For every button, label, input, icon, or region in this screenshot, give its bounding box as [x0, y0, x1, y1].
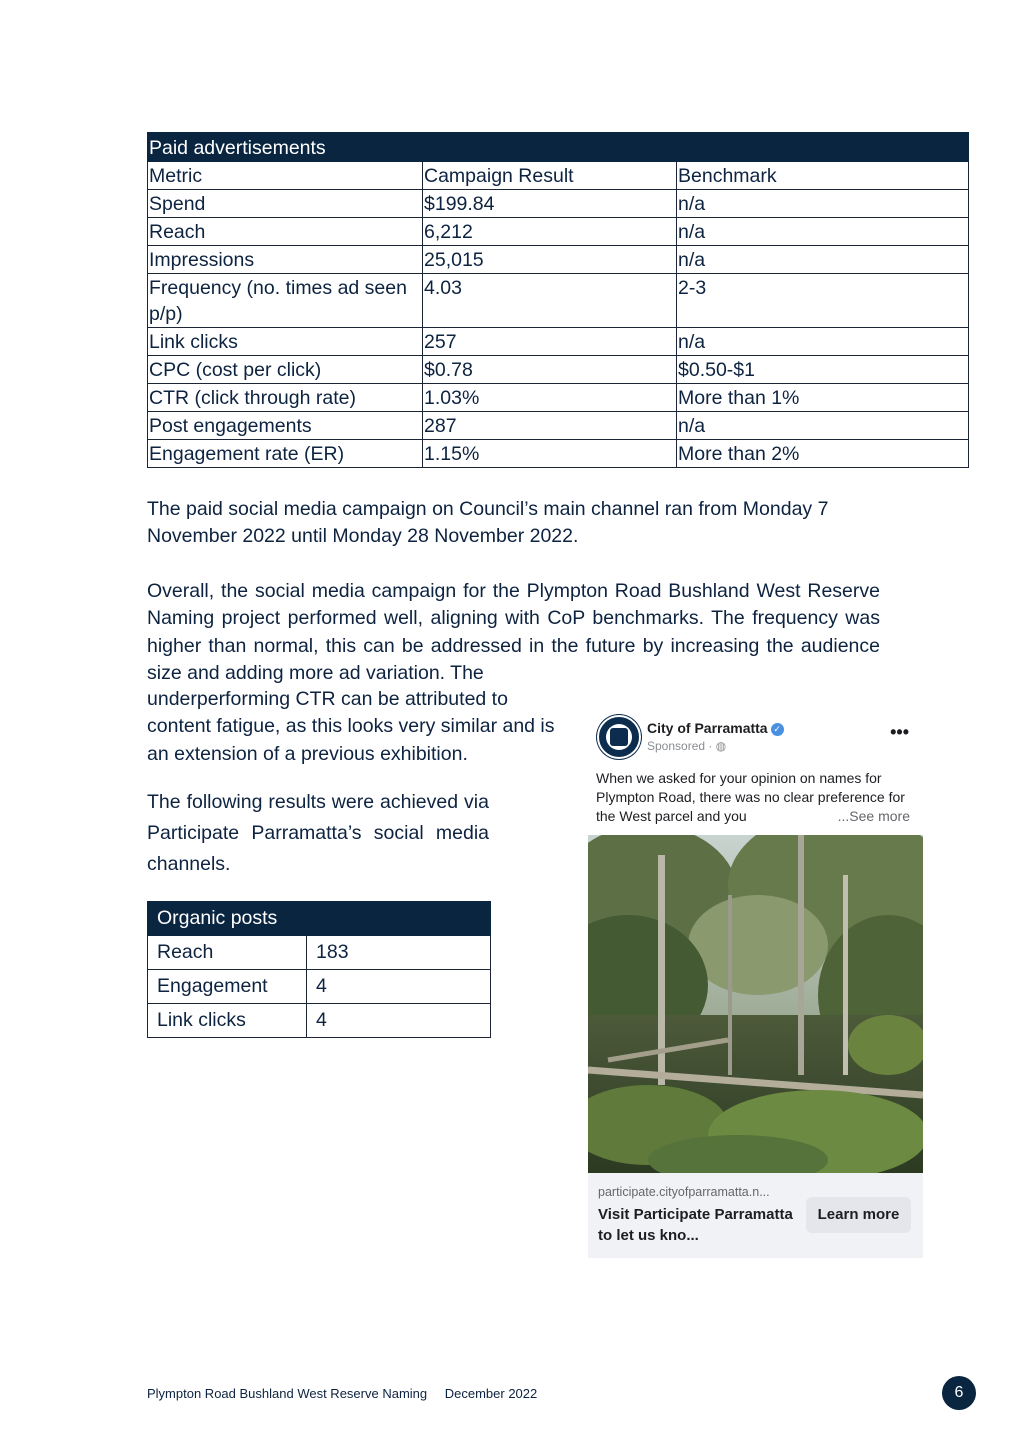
table-cell: Reach [148, 218, 423, 246]
table-cell: 1.03% [423, 384, 677, 412]
verified-badge-icon: ✓ [771, 723, 784, 736]
page-footer [147, 1386, 551, 1401]
table-row [148, 218, 969, 246]
table-cell: Impressions [148, 246, 423, 274]
fb-page-name-text: City of Parramatta [647, 720, 768, 736]
table-cell: n/a [677, 328, 969, 356]
table-row [148, 384, 969, 412]
table-cell: n/a [677, 412, 969, 440]
header-benchmark: Benchmark [677, 162, 969, 190]
table-cell: $199.84 [423, 190, 677, 218]
fb-ad-body-text: When we asked for your opinion on names for Plympton Road, there was no clear preference for the West parcel and you [596, 770, 905, 824]
table-cell: Link clicks [148, 328, 423, 356]
facebook-ad-screenshot [588, 708, 923, 1258]
table-cell: n/a [677, 218, 969, 246]
fb-sponsored-label [647, 739, 726, 753]
table-cell: Link clicks [148, 1004, 307, 1038]
fb-ad-url[interactable]: participate.cityofparramatta.n... [598, 1185, 770, 1199]
table-cell: 257 [423, 328, 677, 356]
see-more-link[interactable]: ...See more [837, 808, 910, 824]
paid-advertisements-table [147, 132, 969, 468]
table-cell: More than 1% [677, 384, 969, 412]
table-cell: 2-3 [677, 274, 969, 328]
table-row [148, 412, 969, 440]
header-campaign-result: Campaign Result [423, 162, 677, 190]
table-row [148, 328, 969, 356]
table-cell: 4.03 [423, 274, 677, 328]
footer-date: December 2022 [444, 1386, 538, 1401]
table-row [148, 936, 491, 970]
overall-paragraph: Overall, the social media campaign for the Plympton Road Bushland West Reserve Naming project performed well, aligning with CoP benchmarks. The frequency was higher than normal, this can be addressed in the future by increasing the audience size and adding more ad variation. The [147, 580, 880, 684]
fb-ad-footer [588, 1173, 923, 1258]
table-cell: Engagement rate (ER) [148, 440, 423, 468]
table-cell: 183 [307, 936, 491, 970]
table-cell: n/a [677, 190, 969, 218]
table-cell: 1.15% [423, 440, 677, 468]
table-header-row [148, 162, 969, 190]
table-row [148, 440, 969, 468]
fb-page-name[interactable] [647, 720, 784, 736]
bushland-photo[interactable] [588, 835, 923, 1173]
globe-icon: ◍ [715, 739, 727, 753]
table-cell: n/a [677, 246, 969, 274]
table-cell: Post engagements [148, 412, 423, 440]
table-cell: 287 [423, 412, 677, 440]
table-cell: 4 [307, 970, 491, 1004]
table-cell: 4 [307, 1004, 491, 1038]
table-cell: CPC (cost per click) [148, 356, 423, 384]
table-cell: Spend [148, 190, 423, 218]
campaign-dates-paragraph: The paid social media campaign on Council’s main channel ran from Monday 7 November 2022 until Monday 28 November 2022. [147, 498, 829, 548]
table-cell: 6,212 [423, 218, 677, 246]
table-cell: Reach [148, 936, 307, 970]
footer-doc-title: Plympton Road Bushland West Reserve Naming [147, 1386, 428, 1401]
table-row [148, 356, 969, 384]
table-row [148, 1004, 491, 1038]
city-of-parramatta-logo-icon [597, 715, 641, 759]
ctr-paragraph: underperforming CTR can be attributed to content fatigue, as this looks very similar and is an extension of a previous exhibition. [147, 688, 555, 765]
table-row [148, 970, 491, 1004]
organic-posts-table [147, 901, 491, 1038]
table-cell: $0.50-$1 [677, 356, 969, 384]
organic-table-title: Organic posts [148, 902, 491, 936]
table-cell: Engagement [148, 970, 307, 1004]
more-options-icon[interactable]: ••• [890, 722, 909, 742]
organic-intro-paragraph: The following results were achieved via Participate Parramatta’s social media channels. [147, 791, 489, 875]
table-cell: Frequency (no. times ad seen p/p) [148, 274, 423, 328]
table-cell: 25,015 [423, 246, 677, 274]
table-row [148, 190, 969, 218]
table-row [148, 246, 969, 274]
fb-ad-headline[interactable]: Visit Participate Parramatta to let us kno... [598, 1206, 793, 1244]
page-number-badge: 6 [942, 1376, 976, 1410]
header-metric: Metric [148, 162, 423, 190]
paid-table-title: Paid advertisements [148, 133, 969, 162]
fb-sponsored-text: Sponsored · [647, 739, 716, 753]
table-cell: $0.78 [423, 356, 677, 384]
table-cell: More than 2% [677, 440, 969, 468]
table-cell: CTR (click through rate) [148, 384, 423, 412]
table-row [148, 274, 969, 328]
fb-ad-body [596, 769, 910, 826]
learn-more-button[interactable]: Learn more [806, 1197, 911, 1233]
